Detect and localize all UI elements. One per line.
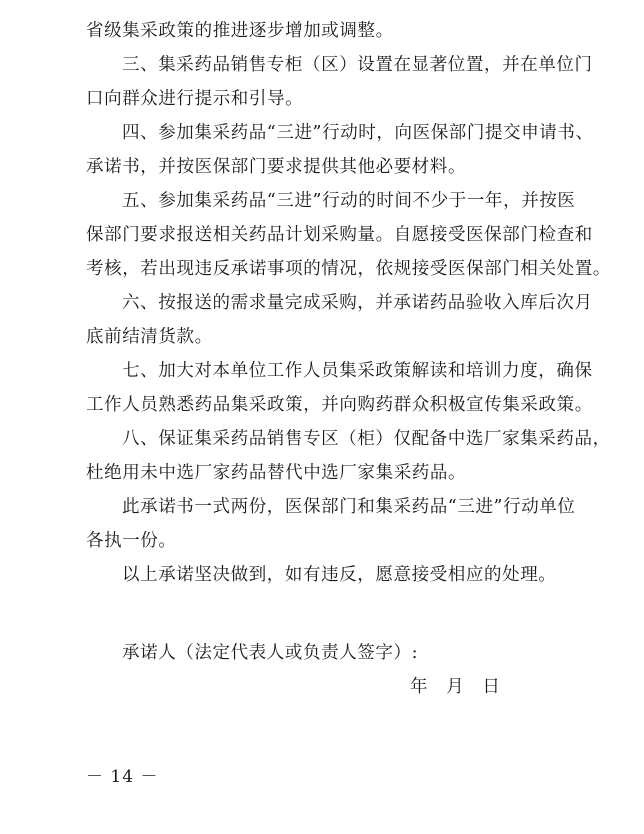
paragraph-five-line1: 五、参加集采药品“三进”行动的时间不少于一年，并按医: [122, 191, 576, 211]
date-label: 年 月 日: [410, 677, 501, 697]
paragraph-seven-line2: 工作人员熟悉药品集采政策，并向购药群众积极宣传集采政策。: [86, 395, 593, 415]
paragraph-six-line2: 底前结清货款。: [86, 327, 213, 347]
text-line: 省级集采政策的推进逐步增加或调整。: [86, 21, 394, 41]
paragraph-five-line2: 保部门要求报送相关药品计划采购量。自愿接受医保部门检查和: [86, 225, 593, 245]
paragraph-eight-line1: 八、保证集采药品销售专区（柜）仅配备中选厂家集采药品，: [122, 429, 611, 449]
paragraph-six-line1: 六、按报送的需求量完成采购，并承诺药品验收入库后次月: [122, 293, 593, 313]
paragraph-three-line2: 口向群众进行提示和引导。: [86, 89, 304, 109]
paragraph-seven-line1: 七、加大对本单位工作人员集采政策解读和培训力度，确保: [122, 361, 593, 381]
copies-line1: 此承诺书一式两份，医保部门和集采药品“三进”行动单位: [122, 497, 576, 517]
paragraph-eight-line2: 杜绝用未中选厂家药品替代中选厂家集采药品。: [86, 463, 467, 483]
signature-label: 承诺人（法定代表人或负责人签字）:: [122, 643, 419, 663]
paragraph-five-line3: 考核，若出现违反承诺事项的情况，依规接受医保部门相关处置。: [86, 259, 611, 279]
page-number: － 14 －: [86, 767, 159, 787]
paragraph-four-line2: 承诺书，并按医保部门要求提供其他必要材料。: [86, 157, 467, 177]
paragraph-four-line1: 四、参加集采药品“三进”行动时，向医保部门提交申请书、: [122, 123, 594, 143]
paragraph-three-line1: 三、集采药品销售专柜（区）设置在显著位置，并在单位门: [122, 55, 593, 75]
copies-line2: 各执一份。: [86, 531, 177, 551]
closing-statement: 以上承诺坚决做到，如有违反，愿意接受相应的处理。: [122, 565, 557, 585]
